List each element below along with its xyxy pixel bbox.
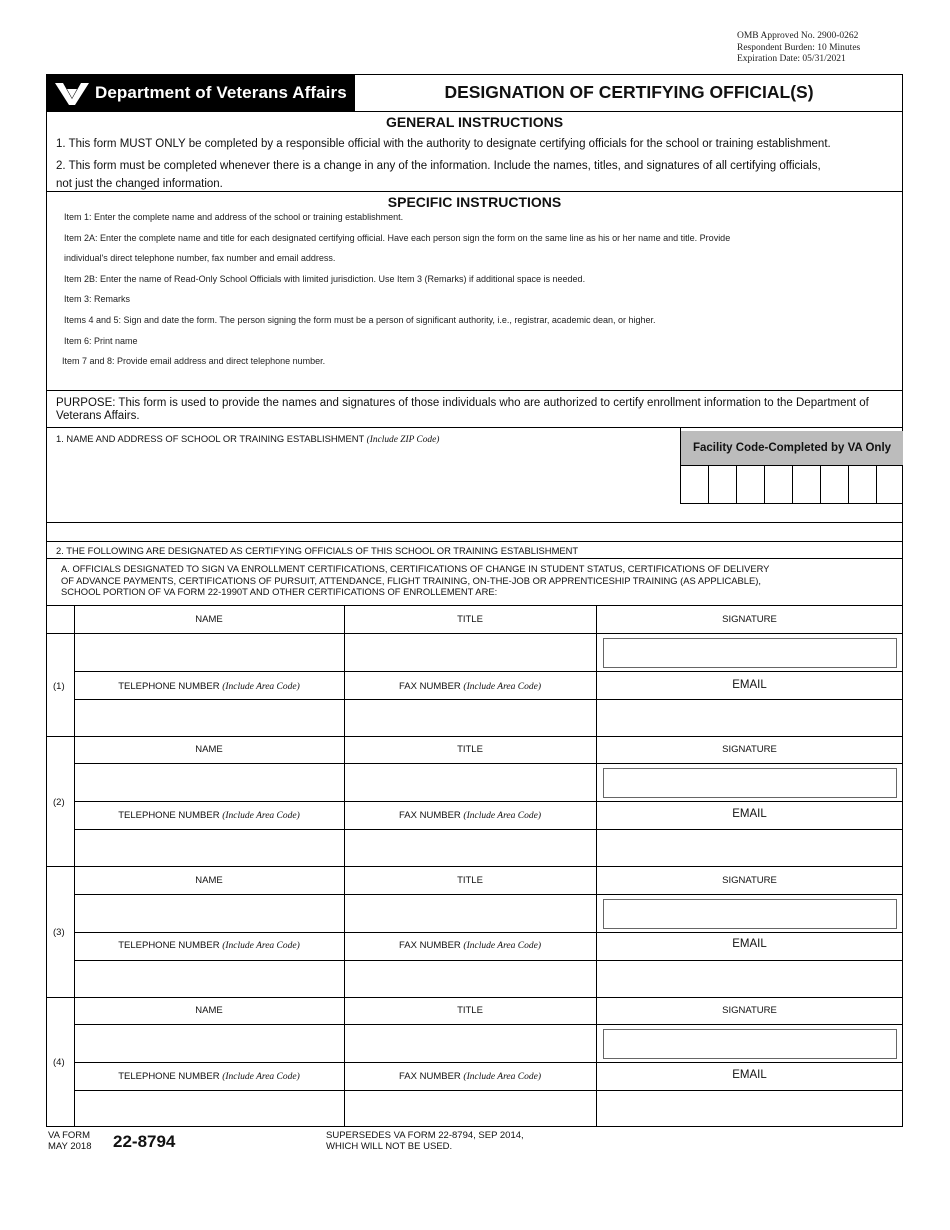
specific-instructions-heading: SPECIFIC INSTRUCTIONS — [387, 194, 562, 210]
signature-header: SIGNATURE — [722, 875, 777, 886]
specific-item-6: Item 6: Print name — [64, 336, 138, 346]
form-title: DESIGNATION OF CERTIFYING OFFICIAL(S) — [444, 82, 814, 102]
footer-date: MAY 2018 — [48, 1141, 92, 1152]
official-row-number: (3) — [53, 927, 65, 938]
signature-header: SIGNATURE — [722, 1005, 777, 1016]
telephone-label: TELEPHONE NUMBER (Include Area Code) — [118, 940, 300, 951]
purpose-text: PURPOSE: This form is used to provide the names and signatures of those individuals who are authorized to certify enrollment information to the Department of Veterans Affairs. — [56, 397, 869, 422]
specific-item-2a-cont: individual's direct telephone number, fax number and email address. — [64, 253, 336, 263]
department-banner — [47, 75, 354, 112]
official-3-fax-input[interactable] — [346, 962, 594, 996]
official-1-signature-field[interactable] — [603, 638, 897, 668]
official-1-name-input[interactable] — [76, 636, 342, 670]
official-2-name-input[interactable] — [76, 766, 342, 800]
footer-va-form: VA FORM — [48, 1130, 91, 1141]
specific-item-4-5: Items 4 and 5: Sign and date the form. The person signing the form must be a person of significant authority, i.e., registrar, academic dean, or higher. — [64, 315, 656, 325]
official-4-signature-field[interactable] — [603, 1029, 897, 1059]
official-4-name-input[interactable] — [76, 1027, 342, 1061]
facility-code-heading: Facility Code-Completed by VA Only — [681, 431, 903, 465]
email-label: EMAIL — [732, 679, 767, 691]
item2a-text: A. OFFICIALS DESIGNATED TO SIGN VA ENROLLMENT CERTIFICATIONS, CERTIFICATIONS OF CHANGE IN STUDENT STATUS, CERTIFICATIONS OF DELIVERY OF ADVANCE PAYMENTS, CERTIFICATIONS OF PURSUIT, ATTENDANCE, FLIGHT TRAINING, ON-THE-JOB OR APPRENTICESHIP TRAINING (AS APPLICABLE), SCHOOL PORTION OF VA FORM 22-1990T AND OTHER CERTIFICATIONS OF ENROLLEMENT ARE: — [61, 563, 770, 597]
va-seal-icon — [53, 79, 91, 107]
official-4-email-input[interactable] — [598, 1092, 902, 1125]
general-instructions-heading: GENERAL INSTRUCTIONS — [385, 114, 564, 130]
specific-item-1: Item 1: Enter the complete name and address of the school or training establishment. — [64, 212, 404, 222]
name-header: NAME — [195, 614, 223, 625]
official-row-number: (4) — [53, 1057, 65, 1068]
item2-label: 2. THE FOLLOWING ARE DESIGNATED AS CERTIFYING OFFICIALS OF THIS SCHOOL OR TRAINING ESTABLISHMENT — [56, 545, 579, 556]
item1-note: (Include ZIP Code) — [366, 435, 440, 445]
official-1-title-input[interactable] — [346, 636, 594, 670]
fax-label: FAX NUMBER (Include Area Code) — [399, 940, 541, 951]
general-instruction-1: 1. This form MUST ONLY be completed by a responsible official with the authority to designate certifying officials for the school or training establishment. — [56, 138, 831, 150]
fax-label: FAX NUMBER (Include Area Code) — [399, 1071, 541, 1082]
official-3-telephone-input[interactable] — [76, 962, 342, 996]
official-4-fax-input[interactable] — [346, 1092, 594, 1125]
footer-form-id — [48, 1130, 91, 1152]
school-name-address-input[interactable] — [56, 450, 671, 518]
general-instruction-2a: 2. This form must be completed whenever there is a change in any of the information. Include the names, titles, and signatures of all certifying officials, — [56, 160, 821, 172]
department-name: Department of Veterans Affairs — [95, 83, 347, 102]
official-1-email-input[interactable] — [598, 701, 902, 735]
official-2-email-input[interactable] — [598, 831, 902, 865]
title-header: TITLE — [457, 744, 483, 755]
official-3-signature-field[interactable] — [603, 899, 897, 929]
official-3-name-input[interactable] — [76, 896, 342, 930]
footer-supersedes: SUPERSEDES VA FORM 22-8794, SEP 2014, WHICH WILL NOT BE USED. — [326, 1130, 524, 1152]
official-3-title-input[interactable] — [346, 896, 594, 930]
item1-label: 1. NAME AND ADDRESS OF SCHOOL OR TRAINING ESTABLISHMENT (Include ZIP Code) — [56, 433, 440, 445]
email-label: EMAIL — [732, 1069, 767, 1081]
fax-label: FAX NUMBER (Include Area Code) — [399, 810, 541, 821]
telephone-label: TELEPHONE NUMBER (Include Area Code) — [118, 810, 300, 821]
title-header: TITLE — [457, 1005, 483, 1016]
omb-approved: OMB Approved No. 2900-0262 — [737, 31, 859, 41]
specific-item-7-8: Item 7 and 8: Provide email address and direct telephone number. — [62, 356, 326, 366]
fax-label: FAX NUMBER (Include Area Code) — [399, 681, 541, 692]
official-1-fax-input[interactable] — [346, 701, 594, 735]
signature-header: SIGNATURE — [722, 744, 777, 755]
official-2-signature-field[interactable] — [603, 768, 897, 798]
specific-item-2a: Item 2A: Enter the complete name and title for each designated certifying official. Have each person sign the form on the same line as his or her name and title. Provide — [64, 233, 731, 243]
name-header: NAME — [195, 875, 223, 886]
signature-header: SIGNATURE — [722, 614, 777, 625]
specific-item-3: Item 3: Remarks — [64, 294, 131, 304]
omb-burden: Respondent Burden: 10 Minutes — [737, 42, 861, 53]
footer-form-number: 22-8794 — [113, 1132, 176, 1151]
telephone-label: TELEPHONE NUMBER (Include Area Code) — [118, 681, 300, 692]
title-header: TITLE — [457, 875, 483, 886]
official-3-email-input[interactable] — [598, 962, 902, 996]
official-2-telephone-input[interactable] — [76, 831, 342, 865]
email-label: EMAIL — [732, 938, 767, 950]
omb-expiration: Expiration Date: 05/31/2021 — [737, 54, 846, 64]
official-2-fax-input[interactable] — [346, 831, 594, 865]
official-2-title-input[interactable] — [346, 766, 594, 800]
specific-item-2b: Item 2B: Enter the name of Read-Only School Officials with limited jurisdiction. Use Item 3 (Remarks) if additional space is needed. — [64, 274, 586, 284]
official-4-telephone-input[interactable] — [76, 1092, 342, 1125]
official-row-number: (2) — [53, 797, 65, 808]
official-4-title-input[interactable] — [346, 1027, 594, 1061]
official-1-telephone-input[interactable] — [76, 701, 342, 735]
official-row-number: (1) — [53, 681, 65, 692]
facility-code-input[interactable] — [681, 466, 902, 503]
general-instruction-2b: not just the changed information. — [56, 178, 223, 190]
email-label: EMAIL — [732, 808, 767, 820]
name-header: NAME — [195, 744, 223, 755]
telephone-label: TELEPHONE NUMBER (Include Area Code) — [118, 1071, 300, 1082]
title-header: TITLE — [457, 614, 483, 625]
omb-info — [737, 31, 860, 66]
name-header: NAME — [195, 1005, 223, 1016]
